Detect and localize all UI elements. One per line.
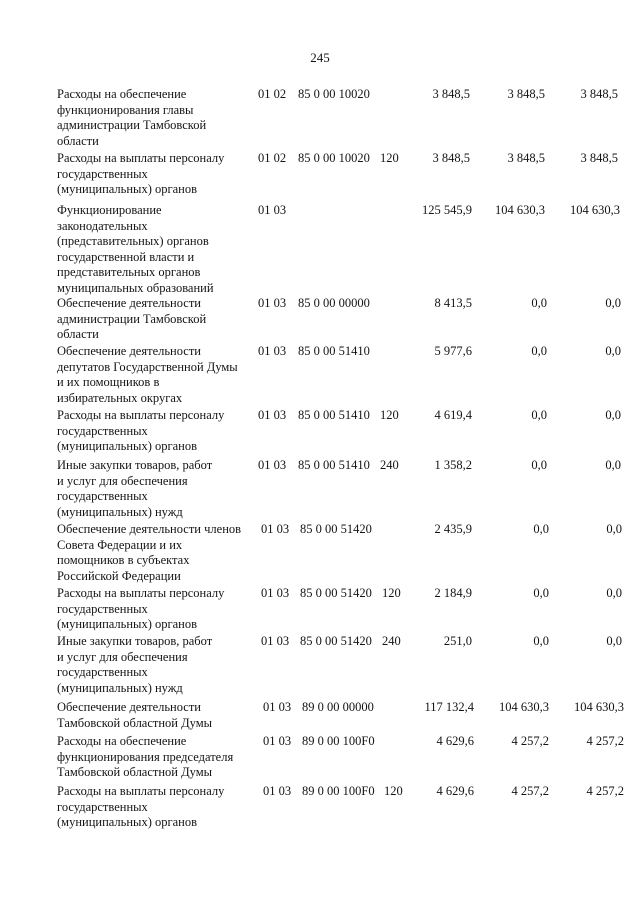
row-name: Обеспечение деятельности Тамбовской областной Думы [57, 700, 213, 730]
row-expense-type: 120 [380, 408, 399, 422]
row-expense-type: 120 [380, 151, 399, 165]
row-name: Расходы на обеспечение функционирования председателя Тамбовской областной Думы [57, 734, 234, 779]
row-section-code: 01 03 [263, 700, 292, 714]
row-value-3: 0,0 [605, 408, 621, 422]
row-value-1: 3 848,5 [432, 151, 470, 165]
row-value-2: 0,0 [531, 458, 547, 472]
row-section-code: 01 03 [261, 634, 290, 648]
row-section-code: 01 03 [261, 522, 290, 536]
row-value-3: 104 630,3 [570, 203, 620, 217]
row-section-code: 01 03 [263, 784, 292, 798]
row-section-code: 01 03 [258, 458, 287, 472]
row-target-code: 89 0 00 00000 [302, 700, 374, 714]
row-section-code: 01 03 [258, 203, 287, 217]
row-target-code: 89 0 00 100F0 [302, 734, 375, 748]
row-value-3: 3 848,5 [580, 87, 618, 101]
row-value-2: 0,0 [533, 586, 549, 600]
row-target-code: 85 0 00 51410 [298, 344, 370, 358]
row-name: Расходы на выплаты персоналу государственных (муниципальных) органов [57, 151, 225, 196]
row-target-code: 85 0 00 51420 [300, 586, 372, 600]
row-expense-type: 120 [382, 586, 401, 600]
row-value-2: 0,0 [531, 296, 547, 310]
row-target-code: 85 0 00 51420 [300, 522, 372, 536]
row-value-2: 104 630,3 [495, 203, 545, 217]
row-value-3: 0,0 [606, 522, 622, 536]
row-name: Иные закупки товаров, работ и услуг для обеспечения государственных (муниципальных) нужд [57, 634, 213, 695]
row-section-code: 01 02 [258, 87, 287, 101]
row-section-code: 01 03 [258, 344, 287, 358]
row-value-1: 3 848,5 [432, 87, 470, 101]
row-expense-type: 240 [382, 634, 401, 648]
row-target-code: 85 0 00 51410 [298, 408, 370, 422]
row-section-code: 01 02 [258, 151, 287, 165]
row-name: Иные закупки товаров, работ и услуг для обеспечения государственных (муниципальных) нужд [57, 458, 213, 519]
row-section-code: 01 03 [258, 296, 287, 310]
row-name: Функционирование законодательных (представительных) органов государственной власти и представительных органов муниципальных образований [57, 203, 214, 295]
page-number: 245 [310, 50, 330, 65]
row-target-code: 85 0 00 10020 [298, 151, 370, 165]
row-value-2: 4 257,2 [511, 784, 549, 798]
row-value-3: 0,0 [605, 458, 621, 472]
row-name: Расходы на выплаты персоналу государственных (муниципальных) органов [57, 408, 225, 453]
row-target-code: 85 0 00 00000 [298, 296, 370, 310]
row-value-2: 0,0 [531, 344, 547, 358]
row-value-1: 1 358,2 [434, 458, 472, 472]
row-value-3: 0,0 [606, 634, 622, 648]
row-value-2: 0,0 [533, 634, 549, 648]
row-value-3: 0,0 [605, 344, 621, 358]
row-section-code: 01 03 [261, 586, 290, 600]
row-value-1: 251,0 [443, 634, 472, 648]
row-name: Расходы на обеспечение функционирования главы администрации Тамбовской области [57, 87, 207, 148]
row-target-code: 85 0 00 51410 [298, 458, 370, 472]
row-value-2: 3 848,5 [507, 151, 545, 165]
row-value-3: 3 848,5 [580, 151, 618, 165]
row-value-2: 3 848,5 [507, 87, 545, 101]
row-name: Расходы на выплаты персоналу государственных (муниципальных) органов [57, 586, 225, 631]
row-value-3: 0,0 [606, 586, 622, 600]
row-name: Обеспечение деятельности членов Совета Федерации и их помощников в субъектах Российской Федерации [57, 522, 242, 583]
row-value-2: 104 630,3 [499, 700, 549, 714]
row-value-2: 0,0 [533, 522, 549, 536]
row-value-1: 8 413,5 [434, 296, 472, 310]
row-name: Обеспечение деятельности администрации Тамбовской области [57, 296, 207, 341]
row-value-1: 4 629,6 [436, 734, 474, 748]
row-target-code: 89 0 00 100F0 [302, 784, 375, 798]
row-section-code: 01 03 [258, 408, 287, 422]
row-value-3: 4 257,2 [586, 734, 624, 748]
row-value-1: 2 435,9 [434, 522, 472, 536]
row-value-1: 4 629,6 [436, 784, 474, 798]
row-value-1: 2 184,9 [434, 586, 472, 600]
row-value-1: 4 619,4 [434, 408, 472, 422]
row-value-2: 0,0 [531, 408, 547, 422]
row-expense-type: 240 [380, 458, 399, 472]
row-name: Обеспечение деятельности депутатов Государственной Думы и их помощников в избирательных округах [57, 344, 238, 405]
row-expense-type: 120 [384, 784, 403, 798]
row-value-1: 5 977,6 [434, 344, 472, 358]
row-value-1: 125 545,9 [422, 203, 472, 217]
row-name: Расходы на выплаты персоналу государственных (муниципальных) органов [57, 784, 225, 829]
row-section-code: 01 03 [263, 734, 292, 748]
row-value-3: 104 630,3 [574, 700, 624, 714]
row-value-3: 0,0 [605, 296, 621, 310]
row-value-1: 117 132,4 [424, 700, 474, 714]
row-target-code: 85 0 00 51420 [300, 634, 372, 648]
row-value-2: 4 257,2 [511, 734, 549, 748]
row-value-3: 4 257,2 [586, 784, 624, 798]
row-target-code: 85 0 00 10020 [298, 87, 370, 101]
